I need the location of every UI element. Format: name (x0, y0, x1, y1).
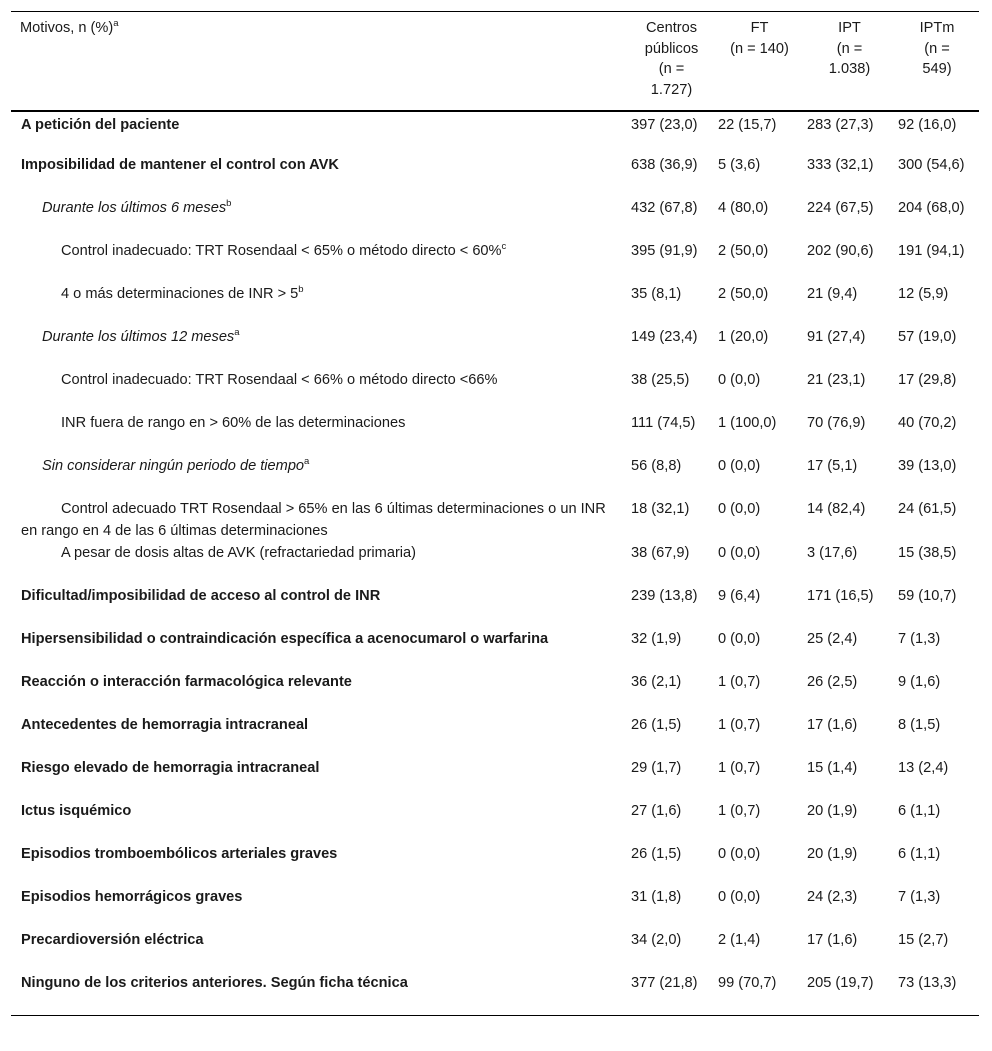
row-label (11, 154, 628, 197)
table-row (11, 498, 979, 542)
footnote-marker: a (304, 456, 310, 468)
row-label (11, 843, 628, 886)
cell-value: 12 (5,9) (898, 286, 949, 302)
table-row (11, 628, 979, 671)
row-label (11, 455, 628, 498)
row-value (895, 800, 979, 843)
cell-value: 26 (1,5) (631, 846, 682, 862)
row-label (11, 972, 628, 1015)
cell-value: 300 (54,6) (898, 157, 965, 173)
cell-value: 0 (0,0) (718, 631, 761, 647)
row-value (804, 369, 895, 412)
cell-value: 18 (32,1) (631, 501, 690, 517)
row-value (804, 111, 895, 154)
cell-value: 70 (76,9) (807, 415, 866, 431)
row-value (628, 111, 715, 154)
table-row (11, 714, 979, 757)
row-label-text: Durante los últimos 6 meses (42, 200, 227, 216)
row-value (715, 154, 804, 197)
row-value (628, 498, 715, 542)
row-label-text: Durante los últimos 12 meses (42, 329, 235, 345)
cell-value: 15 (2,7) (898, 932, 949, 948)
header-ipt: IPT (n = 1.038) (828, 20, 871, 77)
table-body (11, 111, 979, 1015)
row-value (715, 412, 804, 455)
row-value (895, 283, 979, 326)
cell-value: 14 (82,4) (807, 501, 866, 517)
row-value (804, 154, 895, 197)
cell-value: 202 (90,6) (807, 243, 874, 259)
cell-value: 40 (70,2) (898, 415, 957, 431)
row-value (628, 154, 715, 197)
row-value (628, 240, 715, 283)
row-value (715, 585, 804, 628)
cell-value: 7 (1,3) (898, 889, 941, 905)
cell-value: 13 (2,4) (898, 760, 949, 776)
cell-value: 26 (2,5) (807, 674, 858, 690)
cell-value: 3 (17,6) (807, 545, 858, 561)
header-iptm: IPTm (n = 549) (919, 20, 955, 77)
cell-value: 224 (67,5) (807, 200, 874, 216)
header-centros-publicos: Centros públicos (n = 1.727) (644, 20, 699, 98)
footnote-marker: c (501, 241, 507, 253)
cell-value: 0 (0,0) (718, 501, 761, 517)
cell-value: 92 (16,0) (898, 117, 957, 133)
row-value (715, 671, 804, 714)
cell-value: 24 (2,3) (807, 889, 858, 905)
row-value (715, 455, 804, 498)
row-value (628, 628, 715, 671)
row-value (628, 197, 715, 240)
row-value (895, 498, 979, 542)
row-value (715, 628, 804, 671)
table-row (11, 326, 979, 369)
cell-value: 6 (1,1) (898, 846, 941, 862)
footnote-marker: b (226, 198, 232, 210)
row-value (628, 455, 715, 498)
cell-value: 149 (23,4) (631, 329, 698, 345)
row-value (895, 714, 979, 757)
row-value (628, 972, 715, 1015)
row-label-text: Control inadecuado: TRT Rosendaal < 65% o método directo < 60% (61, 243, 502, 259)
cell-value: 20 (1,9) (807, 846, 858, 862)
cell-value: 0 (0,0) (718, 889, 761, 905)
row-value (895, 628, 979, 671)
row-value (804, 671, 895, 714)
table-row (11, 542, 979, 585)
row-value (804, 498, 895, 542)
row-value (895, 111, 979, 154)
table-row (11, 154, 979, 197)
cell-value: 1 (20,0) (718, 329, 769, 345)
cell-value: 35 (8,1) (631, 286, 682, 302)
row-value (628, 542, 715, 585)
row-label (11, 326, 628, 369)
row-label (11, 714, 628, 757)
row-label-text: Precardioversión eléctrica (21, 932, 204, 948)
row-label (11, 498, 628, 542)
cell-value: 99 (70,7) (718, 975, 777, 991)
table-row (11, 240, 979, 283)
row-label-text: A pesar de dosis altas de AVK (refractariedad primaria) (61, 545, 417, 561)
row-label-text: Ninguno de los criterios anteriores. Según ficha técnica (21, 975, 408, 991)
row-label-text: Episodios tromboembólicos arteriales graves (21, 846, 338, 862)
cell-value: 17 (1,6) (807, 717, 858, 733)
cell-value: 15 (38,5) (898, 545, 957, 561)
cell-value: 36 (2,1) (631, 674, 682, 690)
cell-value: 204 (68,0) (898, 200, 965, 216)
cell-value: 5 (3,6) (718, 157, 761, 173)
row-value (628, 929, 715, 972)
row-value (715, 714, 804, 757)
cell-value: 8 (1,5) (898, 717, 941, 733)
cell-value: 57 (19,0) (898, 329, 957, 345)
cell-value: 1 (0,7) (718, 674, 761, 690)
cell-value: 2 (50,0) (718, 243, 769, 259)
row-label (11, 197, 628, 240)
table-row (11, 369, 979, 412)
row-value (895, 369, 979, 412)
cell-value: 39 (13,0) (898, 458, 957, 474)
footnote-marker: b (298, 284, 304, 296)
row-label (11, 628, 628, 671)
row-value (804, 326, 895, 369)
row-label-text: Hipersensibilidad o contraindicación específica a acenocumarol o warfarina (21, 631, 549, 647)
table-row (11, 929, 979, 972)
row-label-text: Ictus isquémico (21, 803, 132, 819)
row-label-text: Imposibilidad de mantener el control con AVK (21, 157, 339, 173)
row-label-text: Antecedentes de hemorragia intracraneal (21, 717, 309, 733)
row-label (11, 800, 628, 843)
row-value (628, 714, 715, 757)
cell-value: 0 (0,0) (718, 846, 761, 862)
row-label (11, 369, 628, 412)
table-row (11, 671, 979, 714)
row-label (11, 929, 628, 972)
row-value (628, 412, 715, 455)
cell-value: 32 (1,9) (631, 631, 682, 647)
cell-value: 21 (23,1) (807, 372, 866, 388)
row-value (895, 455, 979, 498)
row-value (804, 240, 895, 283)
cell-value: 111 (74,5) (631, 415, 696, 431)
row-value (628, 671, 715, 714)
row-value (895, 843, 979, 886)
cell-value: 1 (0,7) (718, 803, 761, 819)
row-value (628, 283, 715, 326)
table-row (11, 757, 979, 800)
cell-value: 20 (1,9) (807, 803, 858, 819)
row-value (895, 585, 979, 628)
row-value (804, 929, 895, 972)
row-value (715, 498, 804, 542)
row-label (11, 585, 628, 628)
table-row (11, 972, 979, 1015)
row-value (715, 929, 804, 972)
cell-value: 191 (94,1) (898, 243, 965, 259)
footnote-marker: a (234, 327, 240, 339)
cell-value: 0 (0,0) (718, 372, 761, 388)
cell-value: 17 (29,8) (898, 372, 957, 388)
cell-value: 31 (1,8) (631, 889, 682, 905)
cell-value: 239 (13,8) (631, 588, 698, 604)
row-value (804, 714, 895, 757)
row-value (895, 972, 979, 1015)
row-label (11, 240, 628, 283)
table-row (11, 412, 979, 455)
cell-value: 1 (0,7) (718, 717, 761, 733)
cell-value: 1 (100,0) (718, 415, 777, 431)
row-label (11, 886, 628, 929)
cell-value: 15 (1,4) (807, 760, 858, 776)
cell-value: 2 (50,0) (718, 286, 769, 302)
cell-value: 29 (1,7) (631, 760, 682, 776)
row-label-text: Control adecuado TRT Rosendaal > 65% en las 6 últimas determinaciones o un INR en rango en 4 de las 6 últimas determinaciones (21, 501, 606, 539)
row-value (895, 886, 979, 929)
cell-value: 91 (27,4) (807, 329, 866, 345)
row-label-text: Control inadecuado: TRT Rosendaal < 66% o método directo <66% (61, 372, 498, 388)
row-value (715, 843, 804, 886)
row-value (804, 800, 895, 843)
cell-value: 205 (19,7) (807, 975, 874, 991)
table-row (11, 886, 979, 929)
row-value (895, 412, 979, 455)
header-ft: FT (n = 140) (730, 20, 789, 57)
cell-value: 6 (1,1) (898, 803, 941, 819)
cell-value: 38 (67,9) (631, 545, 690, 561)
row-value (895, 542, 979, 585)
row-label (11, 757, 628, 800)
cell-value: 4 (80,0) (718, 200, 769, 216)
cell-value: 432 (67,8) (631, 200, 698, 216)
row-value (804, 542, 895, 585)
cell-value: 73 (13,3) (898, 975, 957, 991)
row-value (895, 240, 979, 283)
row-value (628, 757, 715, 800)
row-label-text: A petición del paciente (21, 117, 180, 133)
table-row (11, 455, 979, 498)
row-label-text: Episodios hemorrágicos graves (21, 889, 243, 905)
row-value (715, 283, 804, 326)
table-row (11, 111, 979, 154)
cell-value: 56 (8,8) (631, 458, 682, 474)
cell-value: 21 (9,4) (807, 286, 858, 302)
row-label (11, 283, 628, 326)
row-value (895, 197, 979, 240)
reasons-table (11, 11, 979, 1016)
cell-value: 25 (2,4) (807, 631, 858, 647)
row-value (715, 240, 804, 283)
cell-value: 171 (16,5) (807, 588, 874, 604)
row-value (715, 542, 804, 585)
row-value (628, 886, 715, 929)
row-value (804, 585, 895, 628)
cell-value: 7 (1,3) (898, 631, 941, 647)
cell-value: 24 (61,5) (898, 501, 957, 517)
row-label-text: Reacción o interacción farmacológica relevante (21, 674, 352, 690)
row-value (715, 326, 804, 369)
row-value (715, 972, 804, 1015)
row-value (804, 412, 895, 455)
row-value (804, 972, 895, 1015)
cell-value: 395 (91,9) (631, 243, 698, 259)
cell-value: 59 (10,7) (898, 588, 957, 604)
table-row (11, 585, 979, 628)
row-label-text: Sin considerar ningún periodo de tiempo (42, 458, 305, 474)
cell-value: 377 (21,8) (631, 975, 698, 991)
row-value (715, 800, 804, 843)
table-row (11, 283, 979, 326)
cell-value: 283 (27,3) (807, 117, 874, 133)
cell-value: 9 (6,4) (718, 588, 761, 604)
row-value (895, 929, 979, 972)
cell-value: 0 (0,0) (718, 458, 761, 474)
row-value (895, 326, 979, 369)
row-label-text: Riesgo elevado de hemorragia intracraneal (21, 760, 320, 776)
row-value (895, 671, 979, 714)
cell-value: 27 (1,6) (631, 803, 682, 819)
cell-value: 17 (1,6) (807, 932, 858, 948)
row-value (715, 197, 804, 240)
table-row (11, 800, 979, 843)
row-value (804, 628, 895, 671)
row-label (11, 412, 628, 455)
row-value (804, 283, 895, 326)
row-value (804, 843, 895, 886)
row-value (628, 800, 715, 843)
row-value (715, 111, 804, 154)
table-row (11, 843, 979, 886)
row-value (715, 886, 804, 929)
row-label-text: Dificultad/imposibilidad de acceso al control de INR (21, 588, 381, 604)
row-value (804, 886, 895, 929)
cell-value: 17 (5,1) (807, 458, 858, 474)
cell-value: 0 (0,0) (718, 545, 761, 561)
row-value (895, 757, 979, 800)
cell-value: 38 (25,5) (631, 372, 690, 388)
row-value (804, 197, 895, 240)
cell-value: 22 (15,7) (718, 117, 777, 133)
row-value (715, 369, 804, 412)
row-label (11, 111, 628, 154)
row-label-text: 4 o más determinaciones de INR > 5 (61, 286, 299, 302)
row-value (715, 757, 804, 800)
cell-value: 2 (1,4) (718, 932, 761, 948)
row-value (895, 154, 979, 197)
row-value (628, 369, 715, 412)
row-value (804, 455, 895, 498)
cell-value: 397 (23,0) (631, 117, 698, 133)
cell-value: 9 (1,6) (898, 674, 941, 690)
row-label-text: INR fuera de rango en > 60% de las determinaciones (61, 415, 406, 431)
row-label (11, 671, 628, 714)
cell-value: 638 (36,9) (631, 157, 698, 173)
row-value (628, 585, 715, 628)
row-value (628, 843, 715, 886)
header-motivos: Motivos, n (%)$^a$ (20, 18, 119, 36)
cell-value: 333 (32,1) (807, 157, 874, 173)
table-header-row (11, 12, 979, 112)
cell-value: 26 (1,5) (631, 717, 682, 733)
cell-value: 1 (0,7) (718, 760, 761, 776)
row-value (804, 757, 895, 800)
row-label (11, 542, 628, 585)
cell-value: 34 (2,0) (631, 932, 682, 948)
table-row (11, 197, 979, 240)
row-value (628, 326, 715, 369)
